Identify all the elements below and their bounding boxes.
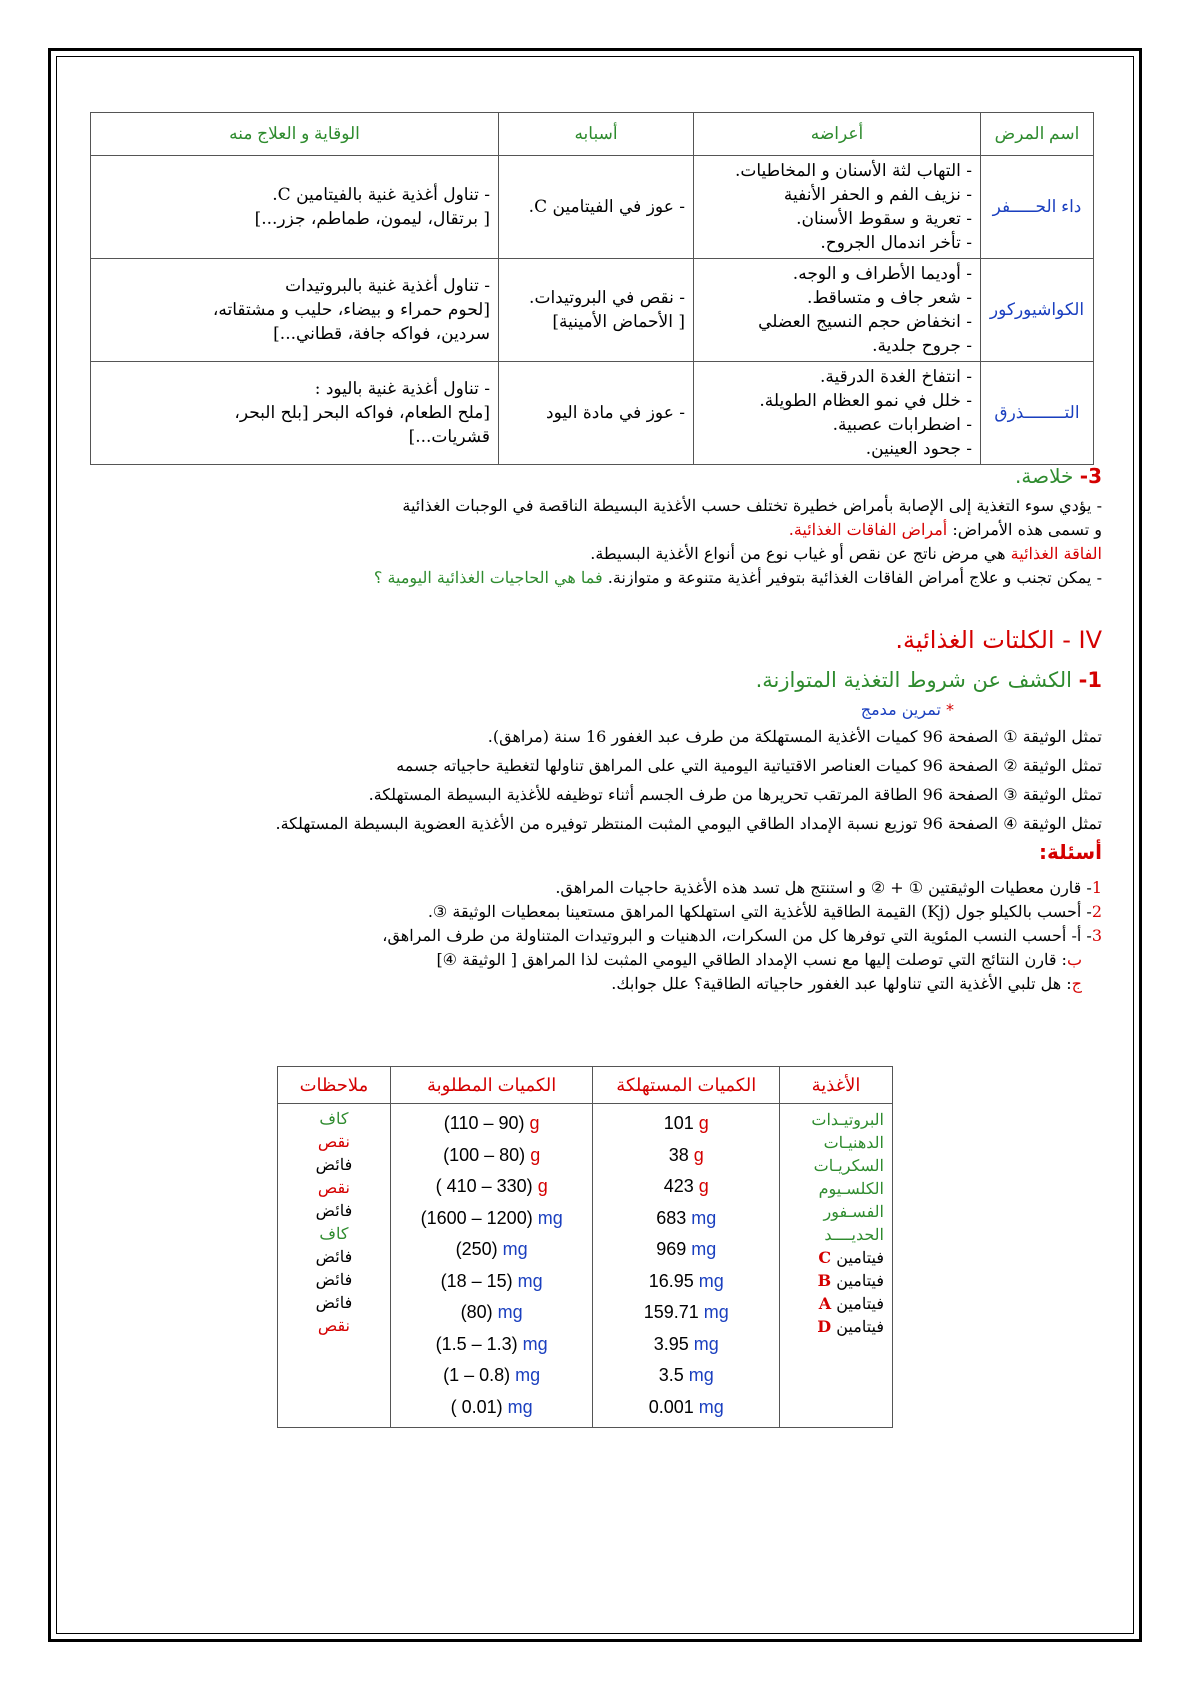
question-text: - أ- أحسب النسب المئوية التي توفرها كل من السكرات، الدهنيات و البروتيدات المتناولة من طرف المراهق،	[382, 926, 1092, 945]
required-number: (100 – 80)	[443, 1144, 531, 1165]
food-item	[788, 1292, 884, 1315]
required-value	[399, 1392, 585, 1424]
disease-prevention-line: - تناول أغذية غنية بالفيتامين C.	[272, 185, 490, 205]
note-item: نقص	[317, 1134, 351, 1151]
consumed-value	[601, 1266, 771, 1298]
disease-symptoms-line: - أوديما الأطراف و الوجه.	[792, 264, 972, 284]
required-unit: mg	[507, 1396, 533, 1417]
required-unit: g	[530, 1144, 541, 1165]
disease-prevention-line: - تناول أغذية غنية باليود :	[314, 379, 490, 399]
disease-prevention	[91, 156, 499, 259]
consumed-unit: g	[698, 1113, 709, 1133]
consumed-unit: mg	[698, 1270, 724, 1291]
required-value	[399, 1266, 585, 1298]
food-item	[788, 1154, 884, 1177]
note-item: فائض	[315, 1157, 353, 1174]
note-item: نقص	[317, 1180, 351, 1197]
required-number: (80)	[460, 1302, 498, 1322]
required-unit: mg	[537, 1207, 563, 1228]
required-value	[399, 1234, 585, 1266]
disease-row	[91, 259, 1094, 362]
disease-symptoms-line: - جحود العينين.	[865, 439, 972, 459]
required-unit: mg	[515, 1365, 541, 1385]
documents-list	[276, 722, 1102, 838]
required-number: ( 410 – 330)	[435, 1176, 538, 1196]
diseases-table	[90, 112, 1094, 465]
consumed-value	[601, 1171, 771, 1203]
question-number: 3	[1091, 926, 1102, 945]
consumed-value	[601, 1392, 771, 1424]
required-number: (18 – 15)	[440, 1270, 518, 1291]
consumed-number: 3.5	[658, 1365, 689, 1385]
consumed-number: 38	[668, 1144, 694, 1165]
note-item: فائض	[315, 1249, 353, 1266]
disease-prevention-line: [لحوم حمراء و بيضاء، حليب و مشتقاته،	[212, 300, 490, 320]
disease-prevention-line: قشريات...]	[408, 427, 490, 447]
consumed-number: 423	[663, 1176, 699, 1196]
disease-symptoms-line: - جروح جلدية.	[872, 336, 972, 356]
question-text: - قارن معطيات الوثيقتين ① + ② و استنتج هل تسد هذه الأغذية حاجيات المراهق.	[555, 878, 1092, 897]
food-item	[788, 1269, 884, 1292]
question-5	[382, 972, 1102, 996]
header-symptoms: أعراضه	[694, 113, 981, 156]
exercise-label: * تمرين مدمج	[860, 700, 954, 719]
summary-line-2: و تسمى هذه الأمراض: أمراض الفاقات الغذائية.	[788, 520, 1102, 539]
consumed-value	[601, 1108, 771, 1140]
food-column	[780, 1104, 893, 1428]
header-prevention: الوقاية و العلاج منه	[91, 113, 499, 156]
disease-symptoms	[694, 156, 981, 259]
disease-name: الكواشيوركور	[981, 259, 1094, 362]
vitamin-letter: C	[818, 1248, 832, 1267]
disease-symptoms-line: - خلل في نمو العظام الطويلة.	[759, 391, 972, 411]
food-label: الفسـفور	[823, 1202, 884, 1221]
consumed-number: 16.95	[648, 1270, 699, 1291]
question-1	[382, 876, 1102, 900]
consumed-value	[601, 1329, 771, 1361]
summary-line-1: - يؤدي سوء التغذية إلى الإصابة بأمراض خطيرة تختلف حسب الأغذية البسيطة الناقصة في الوجبات الغذائية	[402, 496, 1102, 515]
disease-causes	[499, 362, 694, 465]
required-number: (1.5 – 1.3)	[435, 1333, 523, 1354]
disease-symptoms-line: - انخفاض حجم النسيج العضلي	[758, 312, 972, 332]
disease-prevention-line: سردين، فواكه جافة، قطاني...]	[273, 324, 490, 344]
summary-title: خلاصة.	[1015, 464, 1074, 488]
disease-prevention-line: [ برتقال، ليمون، طماطم، جزر...]	[254, 209, 490, 229]
required-unit: mg	[522, 1333, 548, 1354]
consumed-value	[601, 1360, 771, 1392]
question-number: ج	[1071, 974, 1082, 993]
header-food: الأغذية	[780, 1067, 893, 1104]
consumed-unit: g	[693, 1144, 704, 1165]
food-label: فيتامين	[831, 1317, 884, 1336]
consumed-value	[601, 1203, 771, 1235]
disease-causes	[499, 156, 694, 259]
subsection-title: الكشف عن شروط التغذية المتوازنة.	[755, 668, 1079, 692]
vitamin-letter: D	[817, 1317, 832, 1336]
food-label: فيتامين	[831, 1248, 884, 1267]
question-number: 2	[1091, 902, 1102, 921]
disease-causes-line: - عوز في مادة اليود	[546, 403, 685, 423]
required-column	[390, 1104, 593, 1428]
disease-prevention-line: - تناول أغذية غنية بالبروتيدات	[285, 276, 490, 296]
consumed-unit: mg	[693, 1333, 719, 1354]
section-iv-numeral: IV	[1078, 626, 1102, 654]
food-item	[788, 1315, 884, 1338]
required-value	[399, 1297, 585, 1329]
term-deficiency: الفاقة الغذائية	[1010, 544, 1102, 563]
summary-question: فما هي الحاجيات الغذائية اليومية ؟	[373, 568, 603, 587]
summary-text	[374, 494, 1102, 590]
summary-heading	[1015, 464, 1102, 488]
consumed-number: 3.95	[653, 1333, 694, 1354]
summary-line-4: - يمكن تجنب و علاج أمراض الفاقات الغذائية بتوفير أغذية متنوعة و متوازنة. فما هي الحاجيات الغذائية اليومية ؟	[373, 568, 1102, 587]
disease-symptoms-line: - تأخر اندمال الجروح.	[820, 233, 972, 253]
question-number: ب	[1066, 950, 1082, 969]
disease-causes-line: [ الأحماض الأمينية]	[552, 312, 685, 332]
note-item: نقص	[317, 1318, 351, 1335]
consumed-number: 101	[663, 1113, 699, 1133]
subsection-number: 1-	[1078, 668, 1102, 692]
notes-column	[278, 1104, 391, 1428]
question-3	[382, 924, 1102, 948]
required-value	[399, 1203, 585, 1235]
food-label: السكريـات	[813, 1156, 884, 1175]
consumed-unit: mg	[703, 1302, 729, 1322]
consumed-value	[601, 1140, 771, 1172]
food-label: فيتامين	[831, 1294, 884, 1313]
summary-line-3: الفاقة الغذائية هي مرض ناتج عن نقص أو غياب نوع من أنواع الأغذية البسيطة.	[590, 544, 1102, 563]
disease-row	[91, 156, 1094, 259]
consumed-unit: mg	[691, 1207, 717, 1228]
disease-symptoms-line: - اضطرابات عصبية.	[832, 415, 972, 435]
questions-title: أسئلة:	[1039, 840, 1102, 864]
consumed-number: 159.71	[643, 1302, 704, 1322]
disease-symptoms	[694, 259, 981, 362]
food-label: الدهنيـات	[823, 1133, 884, 1152]
vitamin-letter: A	[818, 1294, 832, 1313]
note-item: فائض	[315, 1295, 353, 1312]
questions-list	[382, 876, 1102, 996]
required-unit: mg	[497, 1302, 523, 1322]
document-3: تمثل الوثيقة ③ الصفحة 96 الطاقة المرتقب تحريرها من طرف الجسم أثناء توظيفه للأغذية البسيطة المستهلكة.	[368, 785, 1102, 804]
question-2	[382, 900, 1102, 924]
food-item	[788, 1246, 884, 1269]
disease-symptoms-line: - نزيف الفم و الحفر الأنفية	[783, 185, 972, 205]
consumed-unit: mg	[698, 1396, 724, 1417]
food-item	[788, 1200, 884, 1223]
disease-row	[91, 362, 1094, 465]
required-value	[399, 1171, 585, 1203]
required-number: (250)	[455, 1239, 503, 1259]
required-unit: mg	[517, 1270, 543, 1291]
header-consumed: الكميات المستهلكة	[593, 1067, 780, 1104]
required-unit: g	[529, 1113, 540, 1133]
nutrients-table-header	[278, 1067, 893, 1104]
header-notes: ملاحظات	[278, 1067, 391, 1104]
header-required: الكميات المطلوبة	[390, 1067, 593, 1104]
food-item	[788, 1223, 884, 1246]
note-item: فائض	[315, 1203, 353, 1220]
disease-symptoms-line: - انتفاخ الغدة الدرقية.	[819, 367, 972, 387]
question-number: 1	[1091, 878, 1102, 897]
disease-symptoms-line: - شعر جاف و متساقط.	[807, 288, 972, 308]
required-value	[399, 1140, 585, 1172]
document-4: تمثل الوثيقة ④ الصفحة 96 توزيع نسبة الإمداد الطاقي اليومي المثبت المنتظر توفيره من الأغذية العضوية البسيطة المستهلكة.	[275, 814, 1102, 833]
disease-prevention	[91, 259, 499, 362]
nutrients-table	[277, 1066, 893, 1428]
disease-causes-line: - نقص في البروتيدات.	[529, 288, 685, 308]
note-item: فائض	[315, 1272, 353, 1289]
food-label: فيتامين	[831, 1271, 884, 1290]
food-label: الكلسـيوم	[818, 1179, 884, 1198]
consumed-unit: g	[698, 1176, 709, 1196]
document-1: تمثل الوثيقة ① الصفحة 96 كميات الأغذية المستهلكة من طرف عبد الغفور 16 سنة (مراهق).	[487, 727, 1102, 746]
required-value	[399, 1360, 585, 1392]
required-number: (1 – 0.8)	[443, 1365, 516, 1385]
disease-symptoms-line: - التهاب لثة الأسنان و المخاطيات.	[734, 161, 972, 181]
question-text: : قارن النتائج التي توصلت إليها مع نسب الإمداد الطاقي اليومي المثبت لذا المراهق [ الوثيقة ④]	[436, 950, 1067, 969]
diseases-table-header	[91, 113, 1094, 156]
nutrients-table-body	[278, 1104, 893, 1428]
document-2: تمثل الوثيقة ② الصفحة 96 كميات العناصر الاقتياتية اليومية التي على المراهق تناولها لتغطية حاجياته جسمه	[396, 756, 1102, 775]
disease-symptoms	[694, 362, 981, 465]
subsection-heading	[756, 668, 1102, 692]
food-item	[788, 1177, 884, 1200]
disease-causes-line: - عوز في الفيتامين C.	[528, 197, 685, 217]
term-deficiency-diseases: أمراض الفاقات الغذائية.	[788, 520, 948, 539]
food-item	[788, 1108, 884, 1131]
note-item: كاف	[319, 1226, 349, 1243]
consumed-number: 969	[656, 1239, 692, 1259]
disease-prevention-line: [ملح الطعام، فواكه البحر [بلح البحر،	[234, 403, 490, 423]
required-number: (110 – 90)	[443, 1113, 530, 1133]
required-unit: mg	[502, 1239, 528, 1259]
question-text: : هل تلبي الأغذية التي تناولها عبد الغفور حاجياته الطاقية؟ علل جوابك.	[611, 974, 1072, 993]
vitamin-letter: B	[817, 1271, 832, 1290]
disease-symptoms-line: - تعرية و سقوط الأسنان.	[796, 209, 972, 229]
required-value	[399, 1108, 585, 1140]
disease-name: التــــــــذرق	[981, 362, 1094, 465]
food-item	[788, 1131, 884, 1154]
disease-name: داء الحـــــفر	[981, 156, 1094, 259]
section-iv-heading: IV - الكلتات الغذائية.	[895, 626, 1102, 654]
consumed-number: 0.001	[648, 1396, 699, 1417]
section-iv-title: الكلتات الغذائية.	[895, 626, 1055, 654]
consumed-unit: mg	[691, 1239, 717, 1259]
required-value	[399, 1329, 585, 1361]
note-item: كاف	[319, 1111, 349, 1128]
consumed-number: 683	[656, 1207, 692, 1228]
header-name: اسم المرض	[981, 113, 1094, 156]
required-number: (1600 – 1200)	[420, 1207, 538, 1228]
summary-number: 3-	[1079, 464, 1102, 488]
food-label: البروتيـدات	[811, 1110, 884, 1129]
consumed-value	[601, 1234, 771, 1266]
header-causes: أسبابه	[499, 113, 694, 156]
required-unit: g	[537, 1176, 548, 1196]
disease-causes	[499, 259, 694, 362]
consumed-value	[601, 1297, 771, 1329]
required-number: ( 0.01)	[450, 1396, 508, 1417]
food-label: الحديــــد	[824, 1225, 884, 1244]
consumed-unit: mg	[688, 1365, 714, 1385]
disease-prevention	[91, 362, 499, 465]
consumed-column	[593, 1104, 780, 1428]
question-4	[382, 948, 1102, 972]
document-page	[60, 60, 1130, 1630]
question-text: - أحسب بالكيلو جول (Kj) القيمة الطاقية للأغذية التي استهلكها المراهق مستعينا بمعطيات الوثيقة ③.	[427, 902, 1092, 921]
